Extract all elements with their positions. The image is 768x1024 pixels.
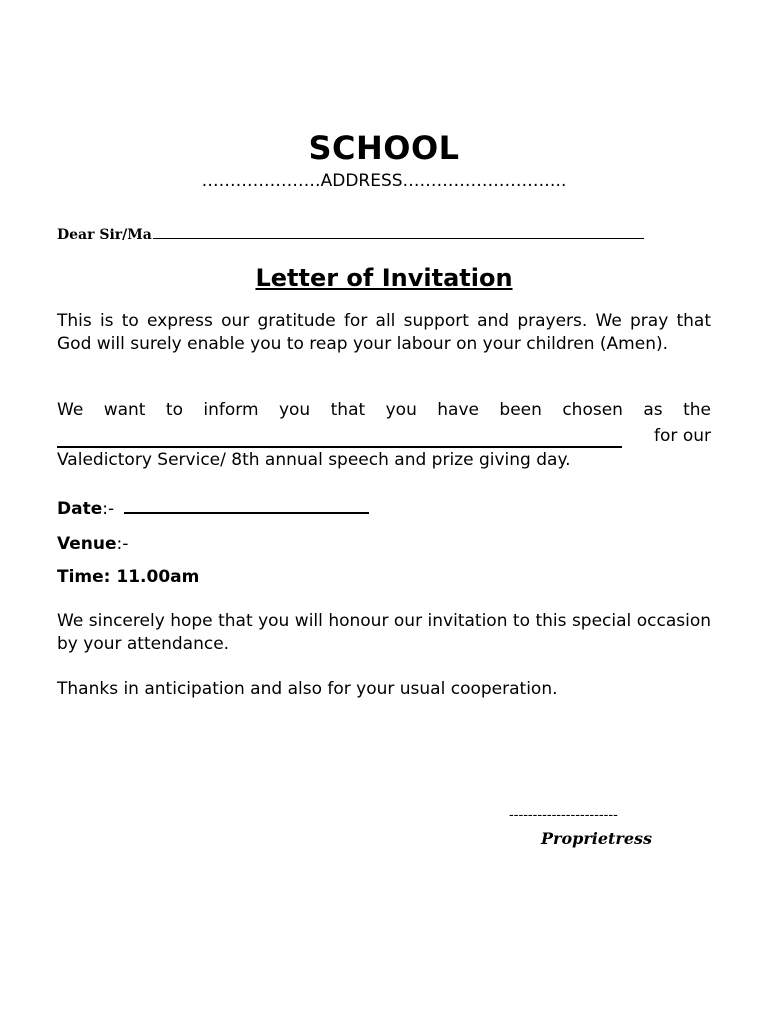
letter-title: Letter of Invitation — [255, 264, 513, 292]
time-row: Time: 11.00am — [57, 567, 200, 587]
paragraph-chosen-line-2-text: for our — [654, 426, 711, 446]
signature-line: ----------------------- — [509, 807, 618, 823]
venue-row — [57, 533, 128, 555]
school-name: SCHOOL — [308, 129, 460, 167]
date-label: Date — [57, 499, 103, 519]
paragraph-gratitude: This is to express our gratitude for all support and prayers. We pray that God will surely enable you to reap your labour on your children (Amen). — [57, 311, 711, 354]
paragraph-chosen-line-1: We want to inform you that you have been chosen as the — [57, 400, 711, 420]
role-blank-line — [57, 429, 622, 448]
date-blank-line — [124, 496, 369, 514]
paragraph-honour: We sincerely hope that you will honour our invitation to this special occasion by your attendance. — [57, 611, 711, 654]
address-line: …………………ADDRESS……………………….. — [201, 171, 567, 191]
venue-label: Venue — [57, 534, 117, 554]
venue-separator: :- — [116, 534, 129, 554]
salutation — [57, 223, 644, 245]
paragraph-thanks: Thanks in anticipation and also for your usual cooperation. — [57, 679, 558, 699]
signature-title: Proprietress — [541, 829, 653, 848]
date-row — [57, 496, 369, 520]
paragraph-chosen-line-2 — [57, 425, 711, 448]
salutation-text: Dear Sir/Ma — [57, 227, 152, 243]
salutation-blank-line — [153, 223, 644, 239]
date-separator: :- — [102, 499, 120, 519]
paragraph-chosen-line-3: Valedictory Service/ 8th annual speech and prize giving day. — [57, 450, 571, 470]
